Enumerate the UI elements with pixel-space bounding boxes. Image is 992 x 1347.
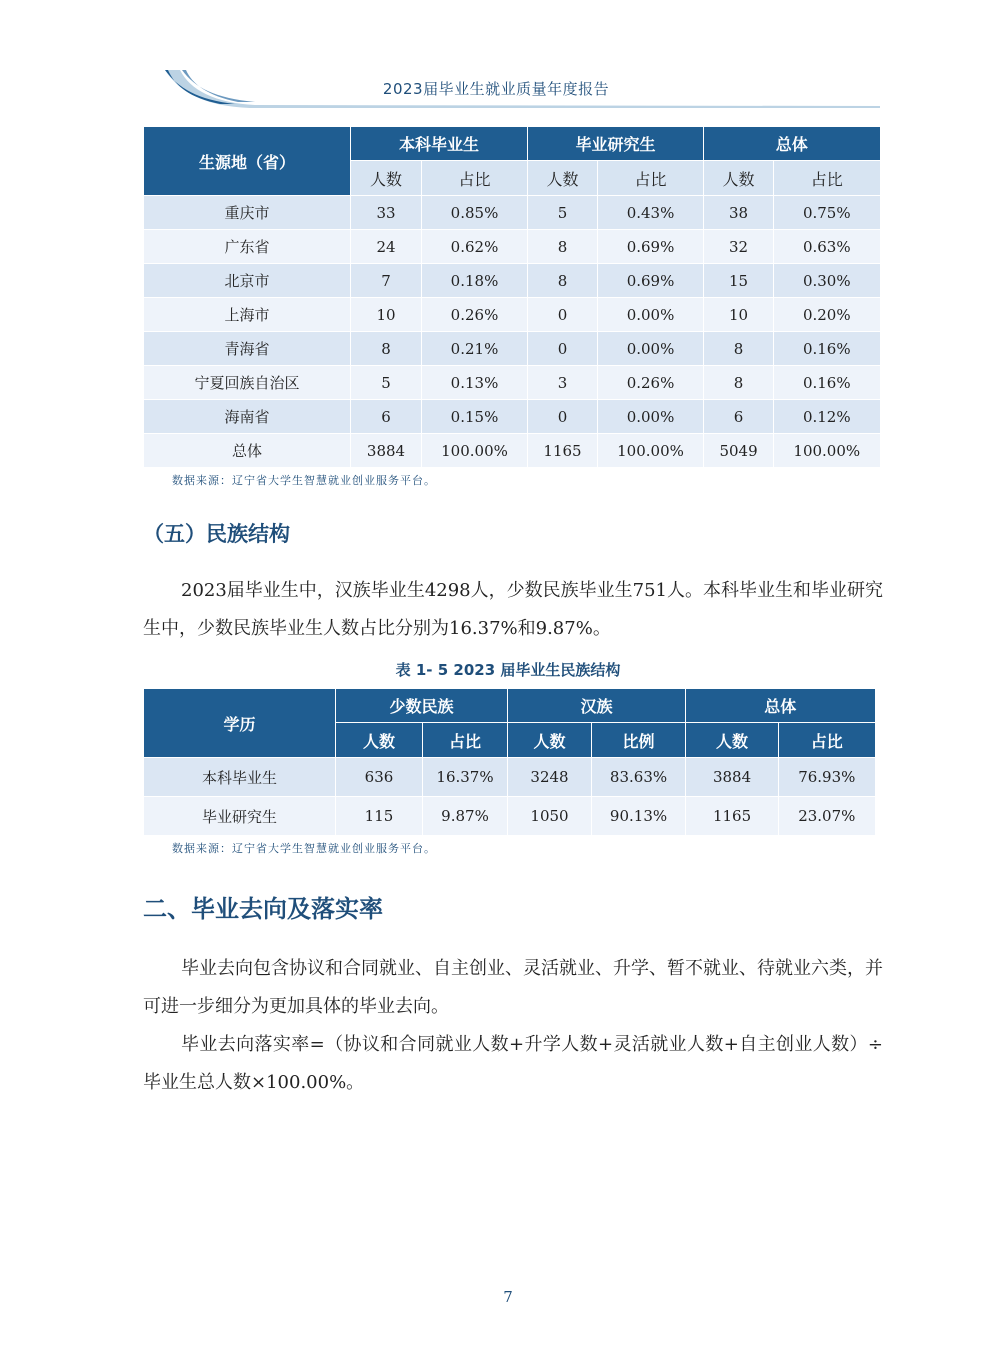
table-cell: 6 bbox=[704, 400, 774, 434]
table-row bbox=[144, 298, 880, 332]
table-cell: 0.13% bbox=[422, 366, 528, 400]
table-cell: 3 bbox=[528, 366, 598, 400]
table-cell: 33 bbox=[351, 196, 422, 230]
page-number: 7 bbox=[503, 1288, 513, 1306]
table-row bbox=[144, 332, 880, 366]
table-row bbox=[144, 196, 880, 230]
subheader: 人数 bbox=[336, 723, 423, 758]
table-cell: 636 bbox=[336, 758, 423, 797]
table-cell: 0.16% bbox=[774, 332, 880, 366]
section-destination-paragraph-2: 毕业去向落实率=（协议和合同就业人数+升学人数+灵活就业人数+自主创业人数）÷毕业生总人数×100.00%。 bbox=[143, 1034, 883, 1093]
subheader: 占比 bbox=[779, 723, 875, 758]
table-cell: 3248 bbox=[508, 758, 592, 797]
table-cell: 0.26% bbox=[422, 298, 528, 332]
table-cell: 0.18% bbox=[422, 264, 528, 298]
table-cell: 10 bbox=[351, 298, 422, 332]
table-cell: 0.43% bbox=[598, 196, 704, 230]
subheader: 比例 bbox=[592, 723, 686, 758]
table-cell: 6 bbox=[351, 400, 422, 434]
table-cell: 8 bbox=[704, 366, 774, 400]
table-cell: 8 bbox=[528, 264, 598, 298]
table-row bbox=[144, 366, 880, 400]
table-row bbox=[144, 230, 880, 264]
subheader: 人数 bbox=[528, 161, 598, 196]
table-cell: 8 bbox=[704, 332, 774, 366]
table-cell: 15 bbox=[704, 264, 774, 298]
table-cell: 9.87% bbox=[423, 797, 508, 836]
row-label: 青海省 bbox=[144, 332, 351, 366]
table-cell: 100.00% bbox=[422, 434, 528, 468]
header-total: 总体 bbox=[704, 127, 880, 161]
subheader: 人数 bbox=[351, 161, 422, 196]
subheader: 人数 bbox=[508, 723, 592, 758]
ethnic-structure-table bbox=[143, 689, 875, 835]
table-cell: 100.00% bbox=[598, 434, 704, 468]
header-minority: 少数民族 bbox=[336, 689, 508, 723]
table-row bbox=[144, 434, 880, 468]
table-cell: 0.63% bbox=[774, 230, 880, 264]
row-label: 上海市 bbox=[144, 298, 351, 332]
table1-source-note: 数据来源：辽宁省大学生智慧就业创业服务平台。 bbox=[172, 474, 436, 487]
header-graduate: 毕业研究生 bbox=[528, 127, 704, 161]
table-cell: 0.69% bbox=[598, 264, 704, 298]
table-cell: 0.30% bbox=[774, 264, 880, 298]
table-cell: 0.00% bbox=[598, 400, 704, 434]
row-label: 总体 bbox=[144, 434, 351, 468]
section-destination-paragraph-1: 毕业去向包含协议和合同就业、自主创业、灵活就业、升学、暂不就业、待就业六类，并可进一步细分为更加具体的毕业去向。 bbox=[143, 958, 883, 1017]
table-cell: 90.13% bbox=[592, 797, 686, 836]
table-row bbox=[144, 797, 875, 836]
section-ethnic-paragraph: 2023届毕业生中，汉族毕业生4298人，少数民族毕业生751人。本科毕业生和毕业研究生中，少数民族毕业生人数占比分别为16.37%和9.87%。 bbox=[143, 580, 883, 639]
row-label: 宁夏回族自治区 bbox=[144, 366, 351, 400]
subheader: 占比 bbox=[598, 161, 704, 196]
section-ethnic-title: （五）民族结构 bbox=[143, 522, 290, 546]
table-cell: 8 bbox=[528, 230, 598, 264]
table-cell: 3884 bbox=[686, 758, 779, 797]
table-cell: 115 bbox=[336, 797, 423, 836]
table-cell: 5 bbox=[351, 366, 422, 400]
table-cell: 0.12% bbox=[774, 400, 880, 434]
table2-source-note: 数据来源：辽宁省大学生智慧就业创业服务平台。 bbox=[172, 842, 436, 855]
subheader: 占比 bbox=[774, 161, 880, 196]
table-cell: 23.07% bbox=[779, 797, 875, 836]
table-cell: 0.00% bbox=[598, 298, 704, 332]
table-cell: 5 bbox=[528, 196, 598, 230]
row-label: 广东省 bbox=[144, 230, 351, 264]
subheader: 人数 bbox=[704, 161, 774, 196]
table-cell: 5049 bbox=[704, 434, 774, 468]
table-cell: 32 bbox=[704, 230, 774, 264]
table-cell: 83.63% bbox=[592, 758, 686, 797]
row-label: 北京市 bbox=[144, 264, 351, 298]
table-cell: 38 bbox=[704, 196, 774, 230]
table-cell: 0.75% bbox=[774, 196, 880, 230]
table-row bbox=[144, 264, 880, 298]
table-row bbox=[144, 400, 880, 434]
table-cell: 1050 bbox=[508, 797, 592, 836]
table-cell: 1165 bbox=[686, 797, 779, 836]
row-label: 重庆市 bbox=[144, 196, 351, 230]
subheader: 占比 bbox=[422, 161, 528, 196]
table-cell: 16.37% bbox=[423, 758, 508, 797]
table-cell: 0.15% bbox=[422, 400, 528, 434]
table-cell: 24 bbox=[351, 230, 422, 264]
row-label: 毕业研究生 bbox=[144, 797, 336, 836]
table2-caption: 表 1- 5 2023 届毕业生民族结构 bbox=[395, 661, 621, 679]
header-title: 2023届毕业生就业质量年度报告 bbox=[382, 80, 610, 98]
table-cell: 0.16% bbox=[774, 366, 880, 400]
table-cell: 0.21% bbox=[422, 332, 528, 366]
section-destination-title: 二、毕业去向及落实率 bbox=[143, 895, 383, 923]
table-cell: 0 bbox=[528, 332, 598, 366]
table-cell: 3884 bbox=[351, 434, 422, 468]
table-cell: 0.85% bbox=[422, 196, 528, 230]
table-cell: 0.00% bbox=[598, 332, 704, 366]
subheader: 占比 bbox=[423, 723, 508, 758]
header-han: 汉族 bbox=[508, 689, 686, 723]
table-cell: 0.26% bbox=[598, 366, 704, 400]
header-degree: 学历 bbox=[144, 689, 336, 758]
table-cell: 10 bbox=[704, 298, 774, 332]
table-cell: 8 bbox=[351, 332, 422, 366]
row-label: 本科毕业生 bbox=[144, 758, 336, 797]
table-cell: 7 bbox=[351, 264, 422, 298]
subheader: 人数 bbox=[686, 723, 779, 758]
table-cell: 0.20% bbox=[774, 298, 880, 332]
row-label: 海南省 bbox=[144, 400, 351, 434]
table-cell: 76.93% bbox=[779, 758, 875, 797]
header-province: 生源地（省） bbox=[144, 127, 351, 196]
table-cell: 1165 bbox=[528, 434, 598, 468]
province-origin-table bbox=[143, 127, 880, 467]
header-total: 总体 bbox=[686, 689, 875, 723]
table-cell: 100.00% bbox=[774, 434, 880, 468]
table-cell: 0 bbox=[528, 298, 598, 332]
table-cell: 0.62% bbox=[422, 230, 528, 264]
header-undergrad: 本科毕业生 bbox=[351, 127, 528, 161]
table-cell: 0 bbox=[528, 400, 598, 434]
table-cell: 0.69% bbox=[598, 230, 704, 264]
table-row bbox=[144, 758, 875, 797]
